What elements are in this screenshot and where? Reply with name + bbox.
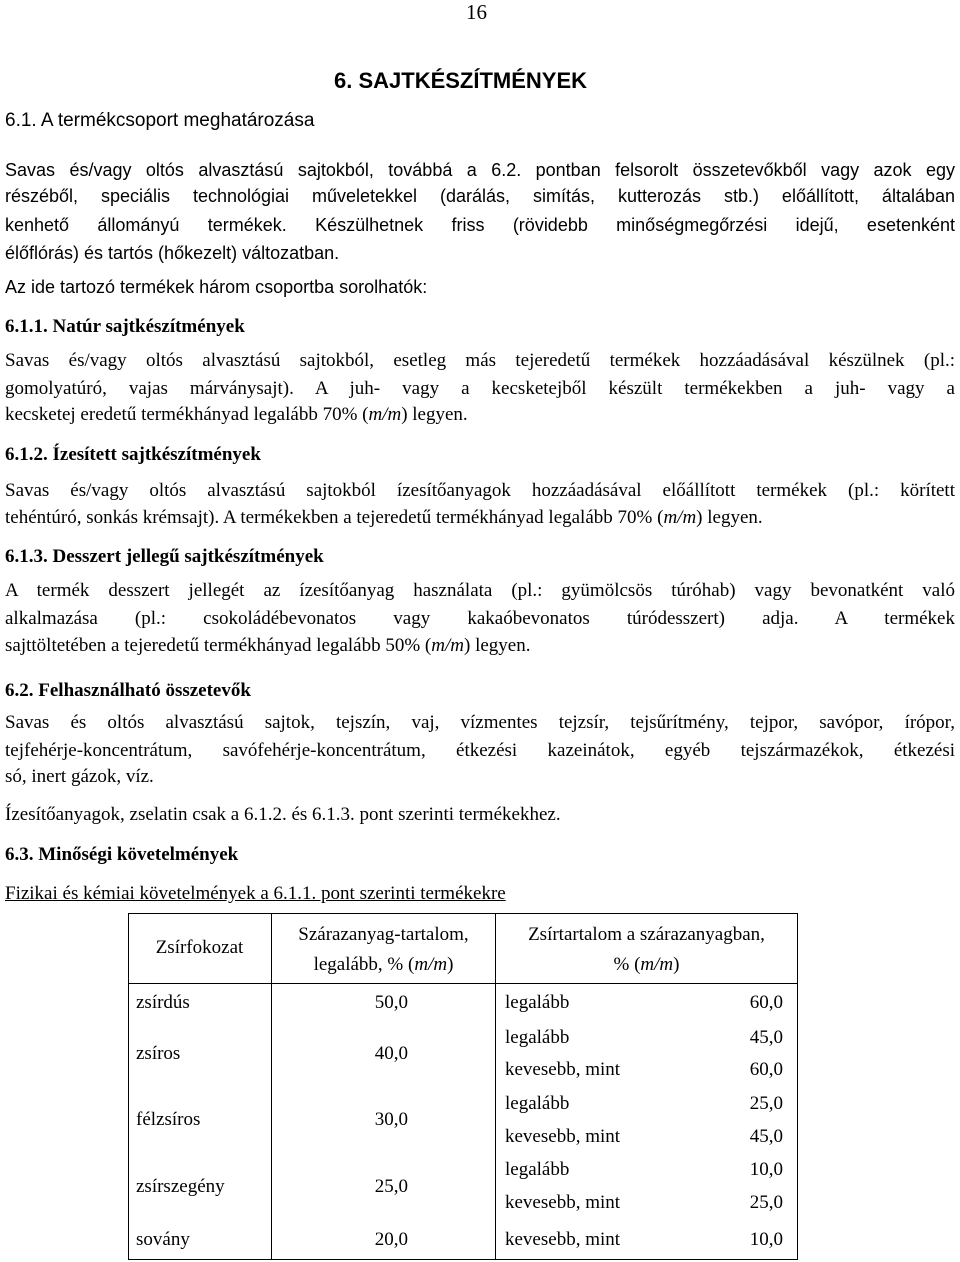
section-6-1-1-heading: 6.1.1. Natúr sajtkészítmények	[5, 316, 245, 337]
header-dry-matter: Szárazanyag-tartalom, legalább, % (m/m)	[298, 924, 469, 975]
section-6-3-heading: 6.3. Minőségi követelmények	[5, 844, 239, 865]
cell-qualifier: legalább	[505, 1159, 570, 1180]
cell-fat-value: 25,0	[749, 1192, 783, 1213]
table-header-divider	[128, 983, 798, 984]
intro-line: kenhető állományú termékek. Készülhetnek friss (rövidebb minőségmegőrzési idejű, esetenként	[5, 215, 955, 235]
cell-qualifier: kevesebb, mint	[505, 1059, 621, 1080]
section-6-1-1-line: Savas és/vagy oltós alvasztású sajtokból, esetleg más tejeredetű termékek hozzáadásával készülnek (pl.:	[5, 350, 955, 371]
intro-line: élőflórás) és tartós (hőkezelt) változatban.	[5, 243, 340, 263]
cell-fat-value: 45,0	[749, 1126, 783, 1147]
cell-qualifier: legalább	[505, 992, 570, 1013]
section-6-2-line: Savas és oltós alvasztású sajtok, tejszín, vaj, vízmentes tejzsír, tejsűrítmény, tejpor, savópor, írópor,	[5, 712, 955, 733]
table-border	[128, 913, 129, 1260]
section-6-2-heading: 6.2. Felhasználható összetevők	[5, 680, 251, 701]
cell-qualifier: kevesebb, mint	[505, 1229, 621, 1250]
cell-fat-value: 25,0	[749, 1093, 783, 1114]
table-border	[128, 913, 798, 914]
cell-grade: zsírdús	[136, 992, 190, 1013]
cell-dry-matter: 40,0	[374, 1043, 408, 1064]
flavour-note: Ízesítőanyagok, zselatin csak a 6.1.2. és 6.1.3. pont szerinti termékekhez.	[5, 804, 561, 825]
requirements-table	[128, 913, 798, 1260]
intro-line: részéből, speciális technológiai műveletekkel (darálás, simítás, kutterozás stb.) előállított, általában	[5, 186, 955, 206]
section-6-1-2-heading: 6.1.2. Ízesített sajtkészítmények	[5, 444, 261, 465]
section-6-1-3-line: A termék desszert jellegét az ízesítőanyag használata (pl.: gyümölcsös túróhab) vagy bevonatként való	[5, 580, 955, 601]
cell-dry-matter: 30,0	[374, 1109, 408, 1130]
header-fat-grade: Zsírfokozat	[155, 937, 244, 958]
section-6-1-1-line: kecsketej eredetű termékhányad legalább 70% (m/m) legyen.	[5, 404, 468, 425]
cell-fat-value: 60,0	[749, 992, 783, 1013]
cell-dry-matter: 20,0	[374, 1229, 408, 1250]
cell-fat-value: 60,0	[749, 1059, 783, 1080]
cell-grade: zsírszegény	[136, 1176, 225, 1197]
requirements-subtitle: Fizikai és kémiai követelmények a 6.1.1. pont szerinti termékekre	[5, 883, 506, 904]
cell-fat-value: 10,0	[749, 1229, 783, 1250]
section-6-1-2-line: tehéntúró, sonkás krémsajt). A termékekben a tejeredetű termékhányad legalább 70% (m/m) legyen.	[5, 507, 763, 528]
header-fat-in-dry-matter: Zsírtartalom a szárazanyagban, % (m/m)	[528, 924, 765, 975]
section-6-1-heading: 6.1. A termékcsoport meghatározása	[5, 110, 315, 131]
section-6-1-1-line: gomolyatúró, vajas márványsajt). A juh- vagy a kecsketejből készült termékekben a juh- vagy a	[5, 378, 955, 399]
table-border	[797, 913, 798, 1260]
cell-fat-value: 10,0	[749, 1159, 783, 1180]
section-6-1-3-line: sajttöltetében a tejeredetű termékhányad legalább 50% (m/m) legyen.	[5, 635, 531, 656]
cell-dry-matter: 50,0	[374, 992, 408, 1013]
cell-grade: félzsíros	[136, 1109, 201, 1130]
section-6-2-line: tejfehérje-koncentrátum, savófehérje-koncentrátum, étkezési kazeinátok, egyéb tejszármazékok, étkezési	[5, 740, 955, 761]
table-border	[128, 1259, 798, 1260]
cell-fat-value: 45,0	[749, 1027, 783, 1048]
cell-dry-matter: 25,0	[374, 1176, 408, 1197]
section-6-1-3-heading: 6.1.3. Desszert jellegű sajtkészítmények	[5, 546, 324, 567]
section-6-1-3-line: alkalmazása (pl.: csokoládébevonatos vagy kakaóbevonatos túródesszert) adja. A termékek	[5, 608, 955, 629]
cell-grade: zsíros	[136, 1043, 181, 1064]
cell-qualifier: legalább	[505, 1027, 570, 1048]
section-6-1-2-line: Savas és/vagy oltós alvasztású sajtokból ízesítőanyagok hozzáadásával előállított termékek (pl.: körített	[5, 480, 955, 501]
section-6-2-line: só, inert gázok, víz.	[5, 766, 154, 787]
cell-qualifier: kevesebb, mint	[505, 1192, 621, 1213]
chapter-title: 6. SAJTKÉSZÍTMÉNYEK	[334, 68, 588, 93]
cell-qualifier: legalább	[505, 1093, 570, 1114]
cell-qualifier: kevesebb, mint	[505, 1126, 621, 1147]
page-number: 16	[466, 0, 487, 24]
groups-intro: Az ide tartozó termékek három csoportba sorolhatók:	[5, 277, 428, 297]
cell-grade: sovány	[136, 1229, 190, 1250]
intro-line: Savas és/vagy oltós alvasztású sajtokból, továbbá a 6.2. pontban felsorolt összetevőkből vagy azok egy	[5, 160, 955, 180]
